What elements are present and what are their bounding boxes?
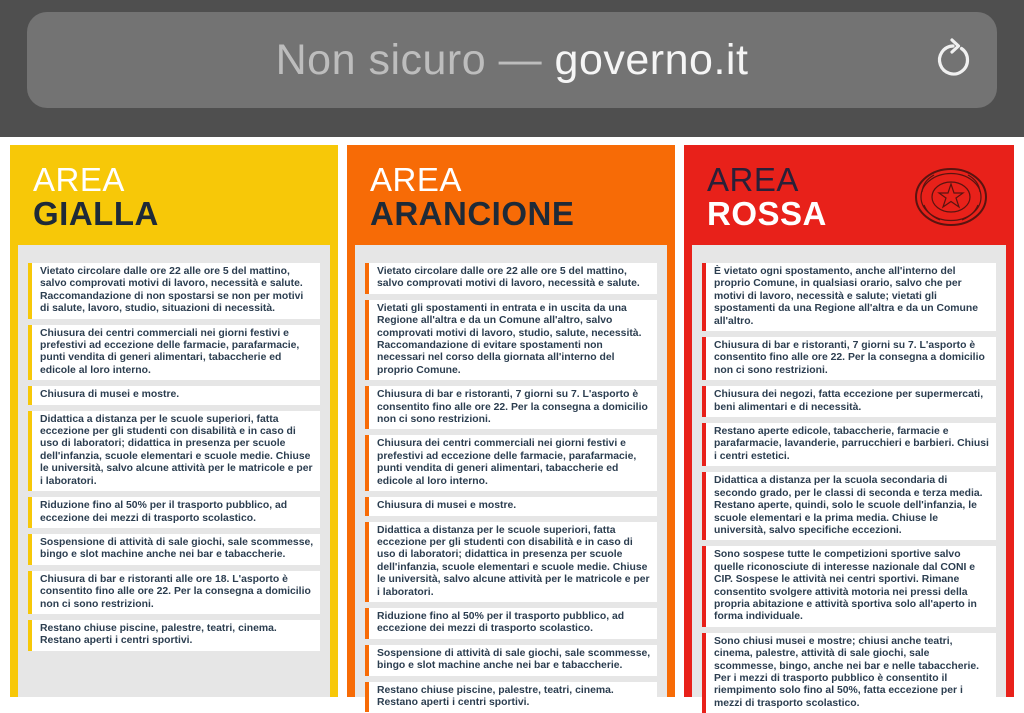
rule-item: Vietato circolare dalle ore 22 alle ore 5 del mattino, salvo comprovati motivi di lavoro, necessità e salute. <box>365 263 657 294</box>
rule-item: Didattica a distanza per la scuola secondaria di secondo grado, per le classi di seconda e terza media. Restano aperte, quindi, solo le scuole dell'infanzia, le scuole elementari e la prima media. Chiuse le università, salvo specifiche eccezioni. <box>702 472 996 540</box>
rule-item: Restano chiuse piscine, palestre, teatri, cinema. Restano aperti i centri sportivi. <box>365 682 657 713</box>
area-rossa-panel <box>684 145 1014 709</box>
rule-item: Chiusura dei centri commerciali nei giorni festivi e prefestivi ad eccezione delle farmacie, parafarmacie, punti vendita di generi alimentari, tabaccherie ed edicole al loro interno. <box>365 435 657 491</box>
area-name: ROSSA <box>707 195 827 232</box>
area-gialla-heading <box>33 163 159 231</box>
url-domain: governo.it <box>554 36 749 84</box>
rule-item: Chiusura di musei e mostre. <box>365 497 657 515</box>
rule-item: Riduzione fino al 50% per il trasporto pubblico, ad eccezione dei mezzi di trasporto scolastico. <box>365 608 657 639</box>
rule-item: Chiusura di musei e mostre. <box>28 386 320 404</box>
rule-item: Chiusura di bar e ristoranti, 7 giorni su 7. L'asporto è consentito fino alle ore 22. Per la consegna a domicilio non ci sono restrizioni. <box>365 386 657 429</box>
rule-item: Didattica a distanza per le scuole superiori, fatta eccezione per gli studenti con disabilità e in caso di uso di laboratori; didattica in presenza per scuole dell'infanzia, scuole elementari e scuole medie. Chiuse le università, salvo alcune attività per le matricole e per i laboratori. <box>28 411 320 491</box>
rule-item: Restano chiuse piscine, palestre, teatri, cinema. Restano aperti i centri sportivi. <box>28 620 320 651</box>
rule-item: Vietati gli spostamenti in entrata e in uscita da una Regione all'altra e da un Comune all'altro, salvo comprovati motivi di lavoro, studio, salute, necessità. Raccomandazione di evitare spostamenti non necessari nel corso della giornata all'interno del proprio Comune. <box>365 300 657 380</box>
rule-item: Sospensione di attività di sale giochi, sale scommesse, bingo e slot machine anche nei bar e tabaccherie. <box>28 534 320 565</box>
rule-item: Chiusura di bar e ristoranti alle ore 18. L'asporto è consentito fino alle ore 22. Per la consegna a domicilio non ci sono restrizioni. <box>28 571 320 614</box>
area-label: AREA <box>33 161 125 198</box>
not-secure-label: Non sicuro — <box>275 36 543 84</box>
rule-item: Restano aperte edicole, tabaccherie, farmacie e parafarmacie, lavanderie, parrucchieri e barbieri. Chiusi i centri estetici. <box>702 423 996 466</box>
area-gialla-rules <box>18 245 330 697</box>
area-label: AREA <box>370 161 462 198</box>
url-display[interactable] <box>27 12 997 108</box>
area-arancione-heading <box>370 163 574 231</box>
rule-item: Chiusura dei negozi, fatta eccezione per supermercati, beni alimentari e di necessità. <box>702 386 996 417</box>
browser-toolbar <box>0 0 1024 137</box>
area-rossa-heading <box>707 163 827 231</box>
italian-republic-emblem-icon <box>914 167 988 227</box>
area-name: ARANCIONE <box>370 195 575 232</box>
area-gialla-panel <box>10 145 338 697</box>
area-rossa-rules <box>692 245 1006 709</box>
rule-item: Vietato circolare dalle ore 22 alle ore 5 del mattino, salvo comprovati motivi di lavoro, necessità e salute. Raccomandazione di non spostarsi se non per motivi di salute, lavoro, studio, situazioni di necessità. <box>28 263 320 319</box>
rule-item: Riduzione fino al 50% per il trasporto pubblico, ad eccezione dei mezzi di trasporto scolastico. <box>28 497 320 528</box>
rule-item: Sospensione di attività di sale giochi, sale scommesse, bingo e slot machine anche nei bar e tabaccherie. <box>365 645 657 676</box>
address-bar[interactable] <box>27 12 997 108</box>
area-arancione-panel <box>347 145 675 708</box>
reload-icon[interactable] <box>931 38 975 82</box>
area-label: AREA <box>707 161 799 198</box>
area-arancione-rules <box>355 245 667 708</box>
rule-item: È vietato ogni spostamento, anche all'interno del proprio Comune, in qualsiasi orario, salvo che per motivi di lavoro, necessità e salute; vietati gli spostamenti da una Regione all'altra e da un Comune all'altro. <box>702 263 996 331</box>
rule-item: Sono chiusi musei e mostre; chiusi anche teatri, cinema, palestre, attività di sale giochi, sale scommesse, bingo, anche nei bar e nelle tabaccherie. Per i mezzi di trasporto pubblico è consentito il riempimento solo fino al 50%, fatta eccezione per i mezzi di trasporto scolastico. <box>702 633 996 713</box>
area-name: GIALLA <box>33 195 159 232</box>
rule-item: Chiusura di bar e ristoranti, 7 giorni su 7. L'asporto è consentito fino alle ore 22. Per la consegna a domicilio non ci sono restrizioni. <box>702 337 996 380</box>
page-content <box>0 137 1024 709</box>
rule-item: Sono sospese tutte le competizioni sportive salvo quelle riconosciute di interesse nazionale dal CONI e CIP. Sospese le attività nei centri sportivi. Rimane consentito svolgere attività motoria nei pressi della propria abitazione e attività sportiva solo all'aperto in forma individuale. <box>702 546 996 626</box>
rule-item: Didattica a distanza per le scuole superiori, fatta eccezione per gli studenti con disabilità e in caso di uso di laboratori; didattica in presenza per scuole dell'infanzia, scuole elementari e scuole medie. Chiuse le università, salvo alcune attività per le matricole e per i laboratori. <box>365 522 657 602</box>
rule-item: Chiusura dei centri commerciali nei giorni festivi e prefestivi ad eccezione delle farmacie, parafarmacie, punti vendita di generi alimentari, tabaccherie ed edicole al loro interno. <box>28 325 320 381</box>
